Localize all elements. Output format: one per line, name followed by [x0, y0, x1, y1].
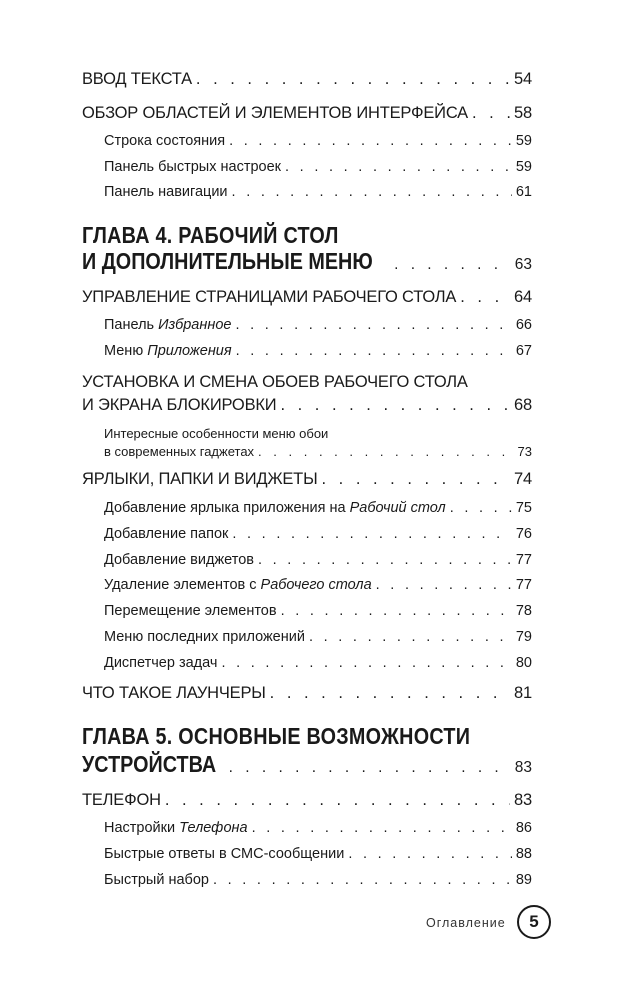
dot-leader	[281, 603, 512, 619]
dot-leader	[258, 444, 513, 459]
toc-subentry[interactable]	[104, 872, 532, 888]
toc-entry-page: 58	[514, 104, 532, 122]
toc-entry-title: Добавление папок	[104, 526, 229, 542]
dot-leader	[472, 104, 510, 123]
toc-entry-title: УПРАВЛЕНИЕ СТРАНИЦАМИ РАБОЧЕГО СТОЛА	[82, 288, 457, 306]
toc-entry-title: Настройки Телефона	[104, 820, 248, 836]
toc-entry-page: 76	[515, 526, 532, 542]
dot-leader	[348, 846, 512, 862]
dot-leader	[376, 577, 512, 593]
toc-entry-page: 89	[515, 872, 532, 888]
toc-entry-page: 74	[514, 470, 532, 488]
dot-leader	[232, 526, 512, 542]
toc-entry[interactable]	[82, 684, 532, 703]
toc-entry-page: 86	[515, 820, 532, 836]
toc-entry-page: 88	[515, 846, 532, 862]
toc-entry-page: 66	[515, 317, 532, 333]
toc-entry-page: 77	[515, 577, 532, 593]
dot-leader	[252, 820, 512, 836]
toc-entry-page: 63	[514, 256, 532, 273]
dot-leader	[165, 791, 510, 810]
toc-entry-page: 75	[515, 500, 532, 516]
toc-entry-page: 80	[515, 655, 532, 671]
toc-entry-title: Быстрый набор	[104, 872, 209, 888]
toc-entry-title: Панель быстрых настроек	[104, 159, 282, 175]
dot-leader	[212, 759, 511, 777]
toc-entry-page: 77	[515, 552, 532, 568]
toc-subentry[interactable]	[104, 655, 532, 671]
chapter-heading-line1: ГЛАВА 5. ОСНОВНЫЕ ВОЗМОЖНОСТИ	[82, 723, 471, 749]
toc-entry[interactable]	[82, 396, 532, 415]
toc-entry[interactable]	[82, 104, 532, 123]
chapter-entry[interactable]	[82, 248, 532, 275]
dot-leader	[460, 288, 510, 307]
toc-entry-title: Строка состояния	[104, 133, 226, 149]
dot-leader	[196, 70, 510, 89]
chapter-entry[interactable]	[82, 751, 532, 778]
toc-entry-page: 64	[514, 288, 532, 306]
chapter-heading-line2: УСТРОЙСТВА	[82, 751, 217, 777]
toc-entry-page: 59	[515, 133, 532, 149]
dot-leader	[258, 552, 512, 568]
toc-entry[interactable]	[82, 288, 532, 307]
toc-subentry[interactable]	[104, 133, 532, 149]
toc-subentry[interactable]	[104, 820, 532, 836]
toc-subentry[interactable]	[104, 846, 532, 862]
toc-entry-page: 78	[515, 603, 532, 619]
toc-entry-title: Панель навигации	[104, 184, 228, 200]
toc-entry-title: ТЕЛЕФОН	[82, 791, 161, 809]
toc-subentry[interactable]	[104, 603, 532, 619]
toc-entry[interactable]	[82, 791, 532, 810]
toc-subentry[interactable]	[104, 444, 532, 459]
dot-leader	[394, 256, 511, 274]
toc-entry-page: 59	[515, 159, 532, 175]
toc-entry-title-line2: в современных гаджетах	[104, 444, 255, 459]
toc-entry[interactable]	[82, 70, 532, 89]
toc-entry-title: Быстрые ответы в СМС-сообщении	[104, 846, 345, 862]
toc-entry-title: ЯРЛЫКИ, ПАПКИ И ВИДЖЕТЫ	[82, 470, 318, 488]
chapter-heading-line2: И ДОПОЛНИТЕЛЬНЫЕ МЕНЮ	[82, 248, 373, 274]
toc-entry-page: 83	[514, 791, 532, 809]
running-footer-label: Оглавление	[426, 916, 506, 930]
dot-leader	[270, 684, 510, 703]
dot-leader	[285, 159, 512, 175]
toc-entry-title: Удаление элементов с Рабочего стола	[104, 577, 372, 593]
toc-entry-page: 73	[517, 444, 532, 459]
toc-entry-title: Перемещение элементов	[104, 603, 277, 619]
toc-entry-title: Меню последних приложений	[104, 629, 305, 645]
dot-leader	[235, 317, 511, 333]
toc-entry-page: 54	[514, 70, 532, 88]
toc-entry-title: ЧТО ТАКОЕ ЛАУНЧЕРЫ	[82, 684, 266, 702]
page-number: 5	[529, 912, 539, 931]
toc-entry-title: Диспетчер задач	[104, 655, 218, 671]
page-number-badge	[517, 905, 551, 939]
dot-leader	[232, 184, 512, 200]
toc-entry-title-line2: И ЭКРАНА БЛОКИРОВКИ	[82, 396, 277, 414]
toc-entry-title: ВВОД ТЕКСТА	[82, 70, 192, 88]
toc-subentry[interactable]	[104, 629, 532, 645]
toc-entry-page: 79	[515, 629, 532, 645]
dot-leader	[450, 500, 512, 516]
toc-subentry[interactable]	[104, 577, 532, 593]
toc-entry-title: Добавление ярлыка приложения на Рабочий стол	[104, 500, 446, 516]
chapter-heading-line1: ГЛАВА 4. РАБОЧИЙ СТОЛ	[82, 222, 339, 248]
dot-leader	[213, 872, 512, 888]
toc-entry-page: 83	[514, 759, 532, 776]
toc-entry-page: 67	[515, 343, 532, 359]
dot-leader	[236, 343, 512, 359]
toc-entry-page: 68	[514, 396, 532, 414]
toc-entry-page: 81	[514, 684, 532, 702]
toc-entry-title: Меню Приложения	[104, 343, 232, 359]
toc-entry-title: Панель Избранное	[104, 317, 232, 333]
dot-leader	[321, 470, 510, 489]
toc-subentry[interactable]	[104, 526, 532, 542]
toc-entry-title-line1: Интересные особенности меню обои	[104, 426, 329, 441]
toc-subentry[interactable]	[104, 552, 532, 568]
toc-subentry[interactable]	[104, 500, 532, 516]
toc-subentry[interactable]	[104, 343, 532, 359]
dot-leader	[309, 629, 512, 645]
toc-subentry[interactable]	[104, 184, 532, 200]
toc-subentry[interactable]	[104, 159, 532, 175]
toc-entry-title-line1: УСТАНОВКА И СМЕНА ОБОЕВ РАБОЧЕГО СТОЛА	[82, 373, 468, 391]
toc-entry-title: ОБЗОР ОБЛАСТЕЙ И ЭЛЕМЕНТОВ ИНТЕРФЕЙСА	[82, 104, 468, 122]
toc-subentry[interactable]	[104, 317, 532, 333]
toc-entry[interactable]	[82, 470, 532, 489]
dot-leader	[280, 396, 510, 415]
toc-entry-title: Добавление виджетов	[104, 552, 254, 568]
dot-leader	[229, 133, 512, 149]
toc-entry-page: 61	[515, 184, 532, 200]
dot-leader	[221, 655, 511, 671]
